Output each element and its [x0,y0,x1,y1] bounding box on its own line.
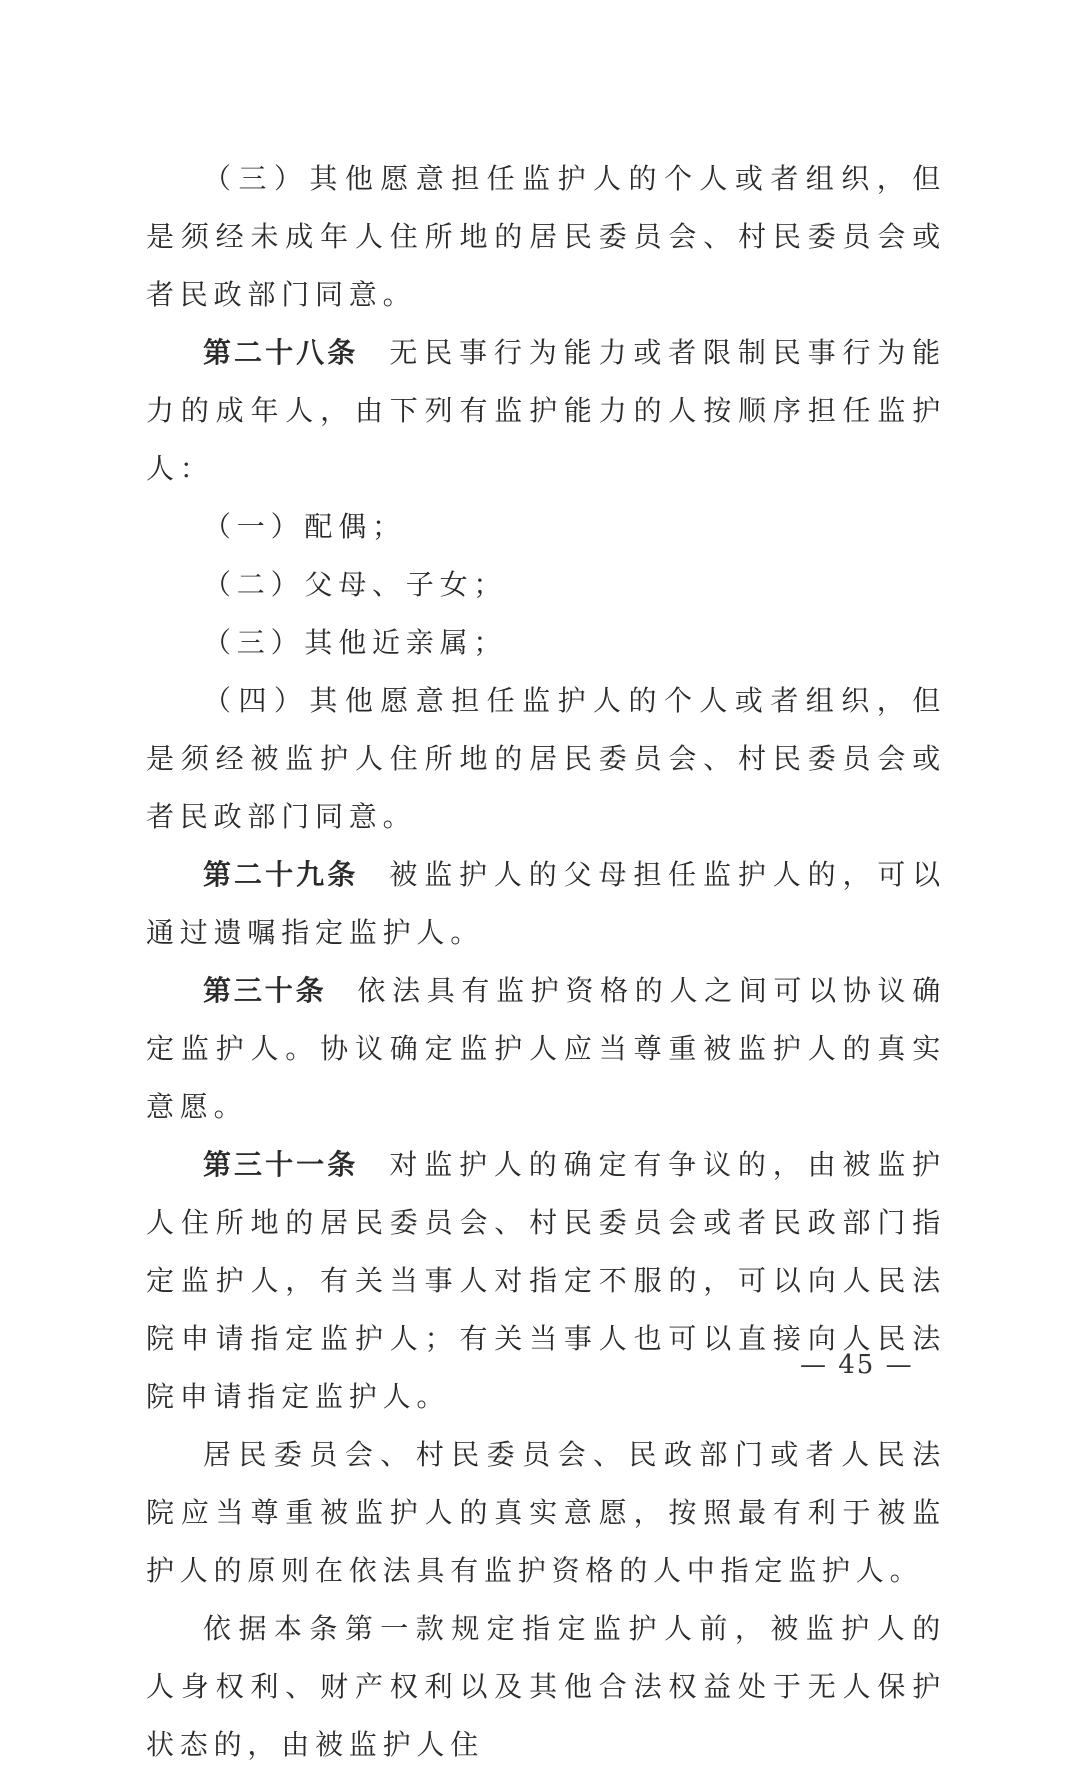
paragraph [146,962,946,1136]
paragraph [146,556,946,614]
paragraph [146,672,946,846]
paragraph-text: （二）父母、子女； [203,568,508,601]
article-heading: 第三十一条 [203,1148,359,1181]
paragraph-text: （一）配偶； [203,510,406,543]
paragraph-text: （三）其他愿意担任监护人的个人或者组织，但是须经未成年人住所地的居民委员会、村民委员会或者民政部门同意。 [146,162,946,311]
paragraph-text: （三）其他近亲属； [203,626,508,659]
article-heading: 第二十八条 [203,336,359,369]
paragraph [146,498,946,556]
body-text [146,150,946,1774]
article-heading: 第三十条 [203,974,327,1007]
paragraph-text: 居民委员会、村民委员会、民政部门或者人民法院应当尊重被监护人的真实意愿，按照最有利于被监护人的原则在依法具有监护资格的人中指定监护人。 [146,1438,946,1587]
paragraph-text: 被监护人的父母担任监护人的，可以通过遗嘱指定监护人。 [146,858,946,949]
paragraph [146,846,946,962]
paragraph-text: （四）其他愿意担任监护人的个人或者组织，但是须经被监护人住所地的居民委员会、村民委员会或者民政部门同意。 [146,684,946,833]
paragraph-text: 依据本条第一款规定指定监护人前，被监护人的人身权利、财产权利以及其他合法权益处于无人保护状态的，由被监护人住 [146,1612,946,1761]
paragraph [146,614,946,672]
paragraph [146,1136,946,1426]
paragraph [146,150,946,324]
paragraph [146,1426,946,1600]
paragraph-text: 无民事行为能力或者限制民事行为能力的成年人，由下列有监护能力的人按顺序担任监护人： [146,336,946,485]
paragraph-text: 依法具有监护资格的人之间可以协议确定监护人。协议确定监护人应当尊重被监护人的真实意愿。 [146,974,946,1123]
paragraph-text: 对监护人的确定有争议的，由被监护人住所地的居民委员会、村民委员会或者民政部门指定监护人，有关当事人对指定不服的，可以向人民法院申请指定监护人；有关当事人也可以直接向人民法院申请指定监护人。 [146,1148,946,1413]
paragraph [146,1600,946,1774]
page-number: — 45 — [800,1350,914,1380]
article-heading: 第二十九条 [203,858,359,891]
paragraph [146,324,946,498]
